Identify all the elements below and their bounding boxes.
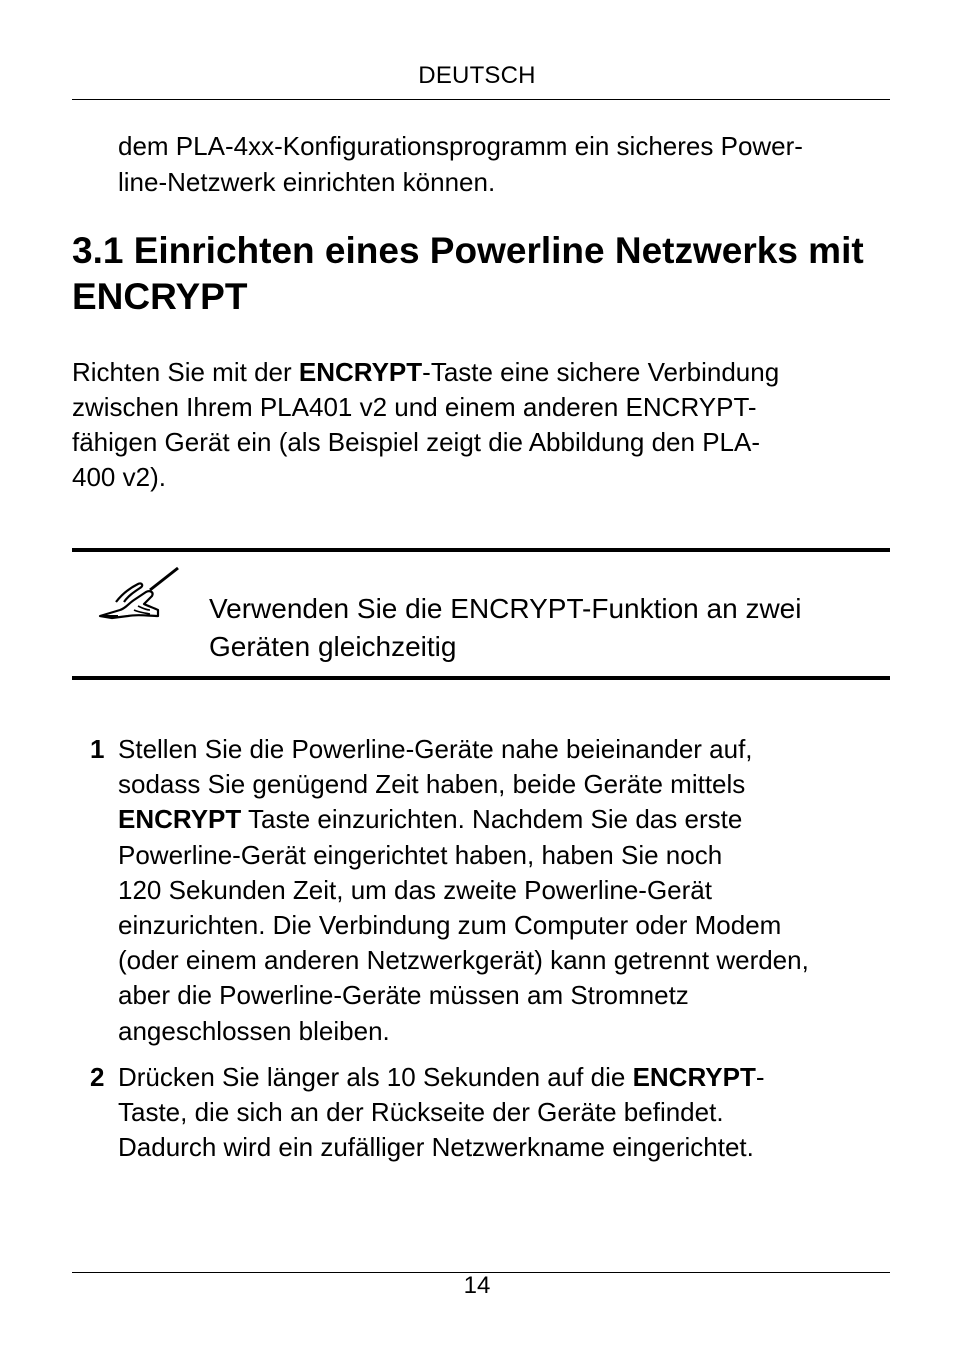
- note-pen-icon: [98, 566, 180, 622]
- step-line: sodass Sie genügend Zeit haben, beide Geräte mittels: [118, 769, 746, 800]
- page-header: DEUTSCH: [418, 62, 536, 89]
- step-bold: ENCRYPT: [118, 804, 242, 835]
- step-text: [118, 1060, 890, 1166]
- note-line: Geräten gleichzeitig: [209, 631, 457, 662]
- step-line: aber die Powerline-Geräte müssen am Stromnetz: [118, 980, 689, 1011]
- step-line: [118, 802, 890, 837]
- step-line: angeschlossen bleiben.: [118, 1015, 390, 1046]
- body-paragraph: [72, 355, 890, 495]
- step-line: (oder einem anderen Netzwerkgerät) kann getrennt werden,: [118, 945, 809, 976]
- step-line: Dadurch wird ein zufälliger Netzwerkname eingerichtet.: [118, 1132, 754, 1163]
- step-line: Taste, die sich an der Rückseite der Geräte befindet.: [118, 1097, 724, 1128]
- step-text-span: -: [755, 1062, 765, 1092]
- intro-paragraph: [118, 128, 888, 200]
- note-top-divider: [72, 548, 890, 552]
- note-line: Verwenden Sie die ENCRYPT-Funktion an zwei: [209, 593, 802, 624]
- step-bold: ENCRYPT: [632, 1062, 756, 1092]
- step-line: Stellen Sie die Powerline-Geräte nahe beieinander auf,: [118, 734, 753, 764]
- paragraph-line: [72, 355, 890, 390]
- note-bottom-divider: [72, 676, 890, 680]
- step-number: 1: [90, 734, 105, 764]
- step-line: einzurichten. Die Verbindung zum Computer oder Modem: [118, 910, 782, 941]
- step-text: [118, 732, 890, 1049]
- header-divider: [72, 99, 890, 100]
- paragraph-line: zwischen Ihrem PLA401 v2 und einem anderen ENCRYPT-: [72, 392, 757, 422]
- step-line: 120 Sekunden Zeit, um das zweite Powerline-Gerät: [118, 874, 712, 905]
- paragraph-text: -Taste eine sichere Verbindung: [422, 357, 780, 387]
- section-heading: [72, 228, 892, 320]
- step-text-span: Taste einzurichten. Nachdem Sie das erste: [241, 804, 743, 835]
- paragraph-text: Richten Sie mit der: [72, 357, 299, 387]
- paragraph-bold: ENCRYPT: [298, 357, 423, 387]
- heading-line: 3.1 Einrichten eines Powerline Netzwerks mit: [72, 230, 864, 271]
- page-number: 14: [463, 1272, 491, 1299]
- step-number: 2: [90, 1062, 105, 1092]
- heading-line: ENCRYPT: [72, 276, 248, 317]
- intro-line: line-Netzwerk einrichten können.: [118, 167, 496, 197]
- step-line: [118, 1060, 890, 1095]
- paragraph-line: 400 v2).: [72, 462, 166, 492]
- paragraph-line: fähigen Gerät ein (als Beispiel zeigt die Abbildung den PLA-: [72, 427, 760, 457]
- step-text-span: Drücken Sie länger als 10 Sekunden auf die: [118, 1062, 633, 1092]
- note-text: [209, 590, 889, 666]
- intro-line: dem PLA-4xx-Konfigurationsprogramm ein sicheres Power-: [118, 131, 803, 161]
- step-line: Powerline-Gerät eingerichtet haben, haben Sie noch: [118, 839, 723, 870]
